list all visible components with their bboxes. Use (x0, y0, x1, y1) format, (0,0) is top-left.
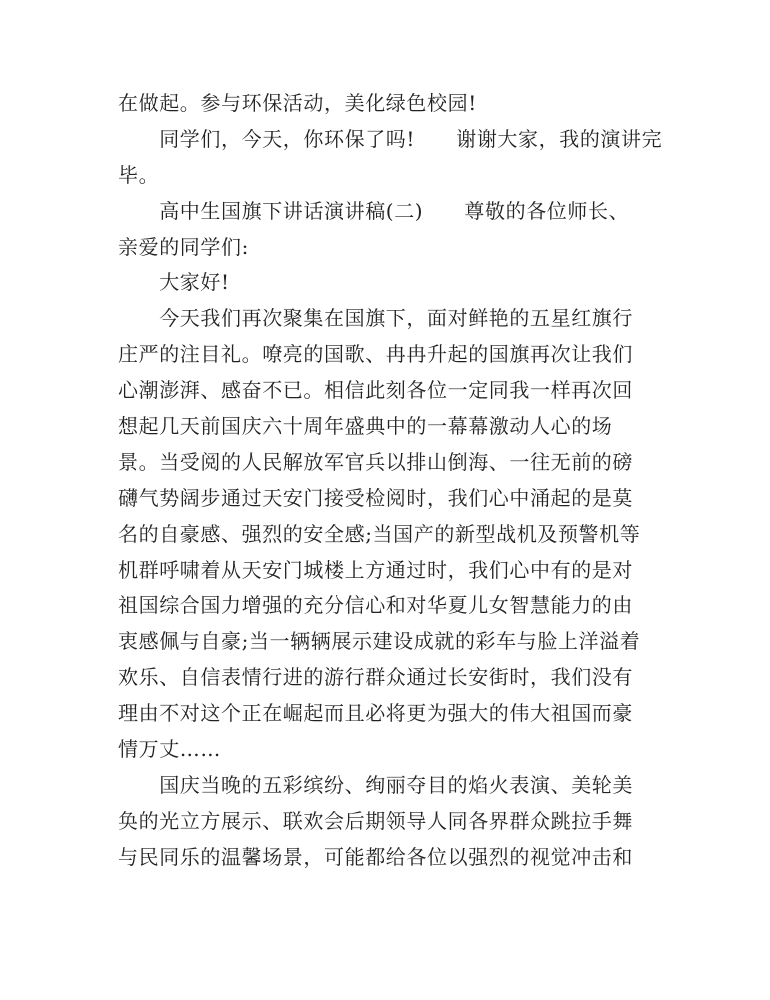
text-line: 衷感佩与自豪;当一辆辆展示建设成就的彩车与脸上洋溢着 (118, 629, 641, 654)
text-line: 情万丈…… (118, 737, 221, 762)
text-line: 庄严的注目礼。嘹亮的国歌、冉冉升起的国旗再次让我们 (118, 342, 633, 367)
text-line: 今天我们再次聚集在国旗下，面对鲜艳的五星红旗行 (118, 306, 633, 331)
text-line: 奂的光立方展示、联欢会后期领导人同各界群众跳拉手舞 (118, 808, 633, 833)
text-line: 在做起。参与环保活动，美化绿色校园! (118, 91, 477, 115)
text-line: 想起几天前国庆六十周年盛典中的一幕幕激动人心的场 (118, 414, 613, 439)
text-line: 国庆当晚的五彩缤纷、绚丽夺目的焰火表演、美轮美 (118, 772, 633, 797)
text-line: 与民同乐的温馨场景，可能都给各位以强烈的视觉冲击和 (118, 844, 633, 869)
text-line: 同学们，今天，你环保了吗! 谢谢大家，我的演讲完 (118, 126, 663, 151)
text-line: 景。当受阅的人民解放军官兵以排山倒海、一往无前的磅 (118, 449, 633, 474)
text-line: 欢乐、自信表情行进的游行群众通过长安街时，我们没有 (118, 665, 633, 690)
text-line: 大家好! (118, 270, 230, 295)
text-line: 亲爱的同学们: (118, 234, 249, 259)
text-line: 高中生国旗下讲话演讲稿(二) 尊敬的各位师长、 (118, 198, 630, 223)
text-line: 心潮澎湃、感奋不已。相信此刻各位一定同我一样再次回 (118, 378, 633, 403)
text-line: 祖国综合国力增强的充分信心和对华夏儿女智慧能力的由 (118, 593, 633, 618)
speech-text-body (118, 86, 663, 876)
text-line: 毕。 (118, 162, 160, 187)
text-line: 礴气势阔步通过天安门接受检阅时，我们心中涌起的是莫 (118, 485, 633, 510)
text-line: 机群呼啸着从天安门城楼上方通过时，我们心中有的是对 (118, 557, 633, 582)
text-line: 理由不对这个正在崛起而且必将更为强大的伟大祖国而豪 (118, 701, 633, 726)
text-line: 名的自豪感、强烈的安全感;当国产的新型战机及预警机等 (118, 521, 641, 546)
